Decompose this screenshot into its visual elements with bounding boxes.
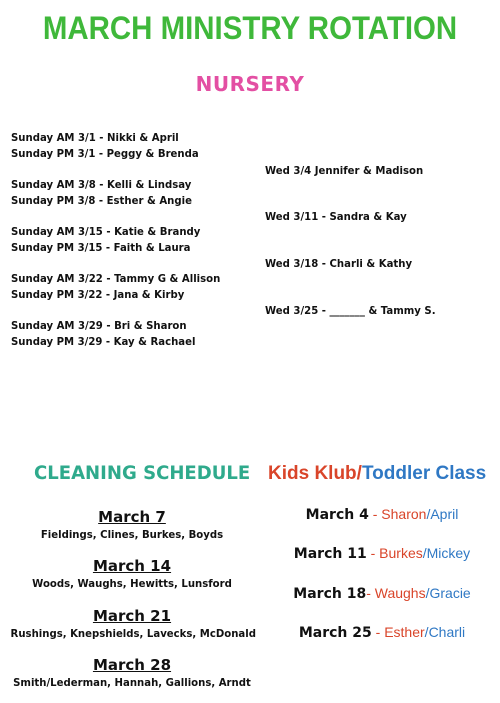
nursery-sunday-line: Sunday AM 3/8 - Kelli & Lindsay (11, 178, 192, 191)
cleaning-families: Woods, Waughs, Hewitts, Lunsford (32, 577, 232, 590)
toddler-name: Mickey (426, 545, 471, 561)
kids-sep: - (366, 585, 375, 601)
nursery-sunday-line: Sunday PM 3/29 - Kay & Rachael (11, 335, 196, 348)
toddler-name: April (430, 506, 459, 522)
kids-sep: - (366, 545, 380, 561)
kids-klub-heading: Kids Klub/ (268, 463, 362, 484)
kids-row (264, 624, 500, 641)
cleaning-families: Rushings, Knepshields, Lavecks, McDonald (10, 627, 256, 640)
kids-slash: / (425, 585, 430, 601)
nursery-sunday-line: Sunday PM 3/22 - Jana & Kirby (11, 288, 185, 301)
kids-date: March 4 (305, 507, 369, 523)
nursery-sunday-line: Sunday PM 3/8 - Esther & Angie (11, 194, 192, 207)
kids-heading (268, 463, 486, 485)
kids-slash: / (426, 506, 431, 522)
cleaning-date: March 21 (92, 607, 172, 625)
cleaning-date: March 14 (92, 557, 172, 575)
kids-klub-name: Waughs (374, 585, 426, 601)
kids-klub-name: Esther (384, 624, 425, 640)
kids-slash: / (422, 545, 427, 561)
nursery-sunday-line: Sunday AM 3/1 - Nikki & April (11, 131, 179, 144)
cleaning-families: Smith/Lederman, Hannah, Gallions, Arndt (13, 676, 251, 689)
cleaning-families: Fieldings, Clines, Burkes, Boyds (40, 528, 224, 541)
nursery-wed-line: Wed 3/18 - Charli & Kathy (265, 257, 413, 270)
toddler-class-heading: Toddler Class (361, 463, 487, 484)
nursery-sunday-line: Sunday AM 3/15 - Katie & Brandy (11, 225, 201, 238)
kids-slash: / (424, 624, 429, 640)
cleaning-date: March 7 (98, 508, 166, 526)
kids-row (264, 545, 500, 562)
nursery-heading: NURSERY (195, 72, 305, 96)
kids-date: March 25 (298, 625, 372, 641)
cleaning-date: March 28 (92, 656, 172, 674)
toddler-name: Gracie (429, 585, 471, 601)
nursery-wed-line: Wed 3/11 - Sandra & Kay (265, 210, 407, 223)
nursery-wed-line: Wed 3/25 - _______ & Tammy S. (265, 304, 436, 317)
kids-sep: - (368, 506, 382, 522)
nursery-sunday-line: Sunday AM 3/29 - Bri & Sharon (11, 319, 187, 332)
page-title: MARCH MINISTRY ROTATION (42, 10, 458, 46)
nursery-sunday-line: Sunday PM 3/15 - Faith & Laura (11, 241, 191, 254)
kids-klub-name: Burkes (379, 545, 423, 561)
cleaning-heading: CLEANING SCHEDULE (34, 462, 251, 484)
kids-date: March 18 (293, 586, 367, 602)
kids-row (264, 506, 500, 523)
kids-klub-name: Sharon (381, 506, 427, 522)
kids-date: March 11 (293, 546, 367, 562)
kids-row (264, 585, 500, 602)
toddler-name: Charli (428, 624, 466, 640)
nursery-sunday-line: Sunday AM 3/22 - Tammy G & Allison (11, 272, 221, 285)
nursery-sunday-line: Sunday PM 3/1 - Peggy & Brenda (11, 147, 199, 160)
kids-sep: - (371, 624, 385, 640)
nursery-wed-line: Wed 3/4 Jennifer & Madison (265, 164, 424, 177)
